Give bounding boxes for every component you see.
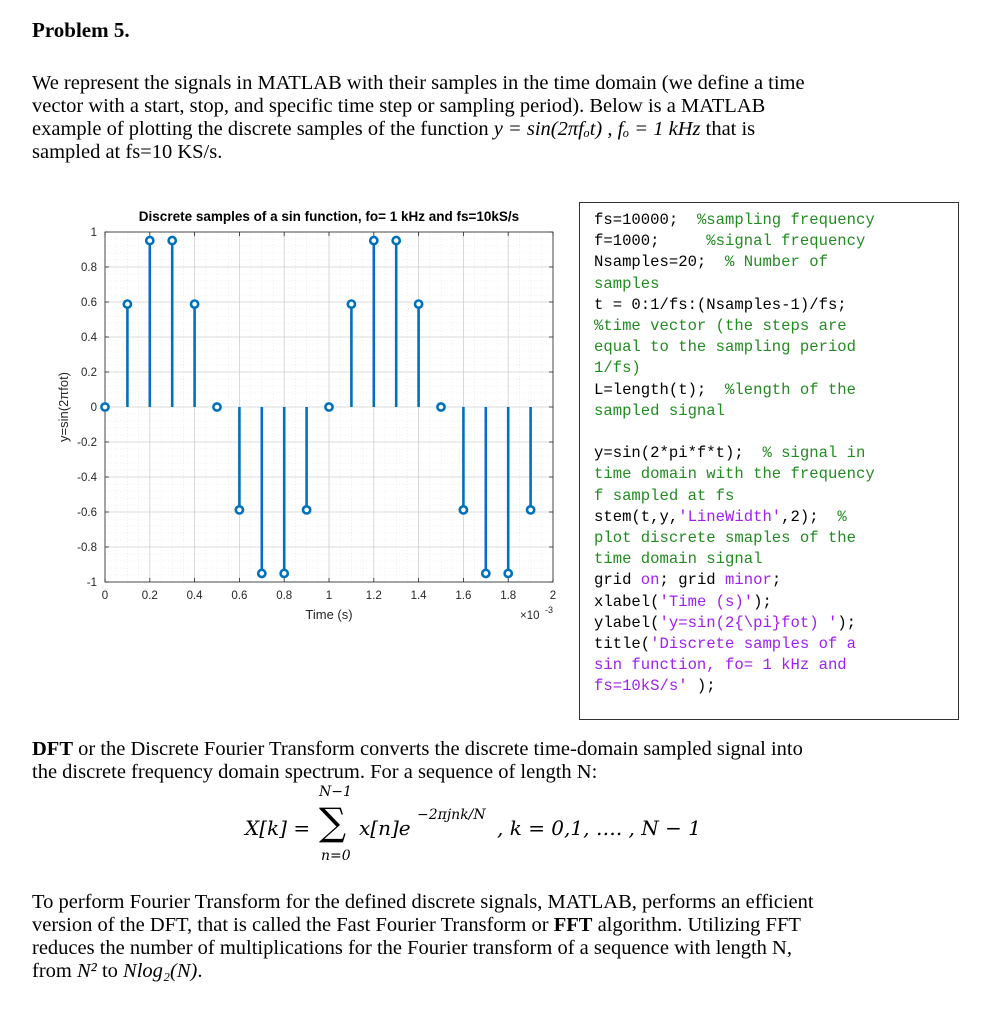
code-token: title( (594, 635, 651, 654)
y-tick-label: 0.4 (81, 332, 97, 344)
fft-text: . (197, 960, 203, 982)
stem-marker (348, 301, 355, 308)
code-token: %signal frequency (706, 232, 866, 251)
code-token: equal to the sampling period (594, 338, 857, 357)
stem-marker (281, 570, 288, 577)
code-token: y=sin(2*pi*f*t); (594, 444, 763, 463)
x-tick-label: 0.6 (231, 590, 248, 602)
code-token: sampled signal (594, 401, 726, 420)
x-tick-label: 1.4 (410, 590, 427, 602)
x-tick-label: 0.2 (141, 590, 158, 602)
y-tick-label: -0.2 (77, 437, 97, 449)
stem-plot (50, 200, 580, 640)
x-tick-label: 0.8 (276, 590, 293, 602)
stem-marker (437, 403, 444, 410)
y-tick-label: 0.2 (81, 367, 97, 379)
code-token: minor (725, 571, 772, 590)
code-line (594, 252, 958, 273)
code-token: ); (753, 592, 772, 611)
code-token: % signal in (762, 444, 866, 463)
stem-marker (124, 301, 131, 308)
code-token: fs=10000; (594, 211, 697, 229)
problem-heading: Problem 5. (32, 18, 130, 42)
x-axis-label: Time (s) (305, 607, 353, 622)
x-tick-label: 0 (101, 590, 109, 602)
sum-lower-limit: n=0 (321, 848, 351, 864)
code-line (594, 464, 958, 485)
dft-text: or the Discrete Fourier Transform converts the discrete time-domain sampled signal into (73, 738, 803, 760)
code-token: fs=10kS/s' (594, 677, 688, 696)
code-token: grid (594, 571, 641, 590)
code-line (594, 443, 958, 464)
stem-marker (460, 506, 467, 513)
code-token: L=length(t); (594, 380, 726, 399)
code-line (594, 507, 958, 528)
code-token: ; grid (659, 571, 726, 590)
code-line (594, 295, 958, 316)
intro-paragraph (32, 72, 805, 164)
code-token: t = 0:1/fs:(Nsamples-1)/fs; (594, 295, 847, 314)
sin-formula: y = sin(2πfₒt) , fₒ = 1 kHz (493, 118, 701, 140)
code-token: ); (687, 677, 716, 696)
fft-text: version of the DFT, that is called the Fast Fourier Transform or (32, 914, 554, 936)
code-token: time domain with the frequency (594, 465, 875, 484)
dft-paragraph (32, 738, 803, 784)
x-tick-label: 0.4 (186, 590, 203, 602)
code-line (594, 655, 958, 676)
code-token: 1/fs) (594, 359, 641, 378)
code-line (594, 210, 958, 231)
formula-body: x[n]e (359, 816, 411, 840)
code-token: sin function, fo= 1 kHz and (594, 656, 847, 675)
code-token: 'LineWidth' (678, 507, 782, 526)
code-line (594, 570, 958, 591)
y-tick-label: -0.6 (77, 507, 97, 519)
x-exponent-power: -3 (545, 605, 554, 615)
intro-text: that is (700, 118, 756, 140)
n-squared: N² (76, 960, 97, 982)
fft-text: to (96, 960, 124, 982)
code-token (594, 423, 603, 441)
dft-formula (245, 784, 725, 868)
fft-line (32, 914, 814, 937)
intro-line (32, 118, 805, 141)
code-line (594, 422, 958, 443)
stem-marker (370, 237, 377, 244)
y-tick-label: 1 (90, 227, 97, 239)
dft-line (32, 738, 803, 761)
code-line (594, 613, 958, 634)
code-token: f=1000; (594, 232, 707, 251)
code-line (594, 274, 958, 295)
sum-upper-limit: N−1 (319, 784, 352, 800)
y-axis-label: y=sin(2πfot) (56, 371, 71, 443)
x-tick-label: 1.2 (365, 590, 382, 602)
stem-marker (303, 506, 310, 513)
code-token: time domain signal (594, 550, 763, 569)
stem-marker (236, 506, 243, 513)
code-token: plot discrete smaples of the (594, 529, 857, 548)
code-line (594, 380, 958, 401)
formula-lhs: X[k] = (245, 816, 311, 840)
code-token: samples (594, 274, 660, 293)
stem-marker (146, 237, 153, 244)
nlog2n: Nlog₂(N) (123, 960, 198, 982)
code-line (594, 231, 958, 252)
fft-text: from (32, 960, 77, 982)
code-token: %length of the (725, 380, 857, 399)
code-token: ylabel( (594, 613, 660, 632)
x-tick-label: 1 (325, 590, 333, 602)
code-token: ; (771, 571, 782, 590)
stem-marker (527, 506, 534, 513)
fft-text: algorithm. Utilizing FFT (592, 914, 801, 936)
code-token: xlabel( (594, 592, 660, 611)
x-tick-label: 2 (549, 590, 557, 602)
stem-marker (258, 570, 265, 577)
code-line (594, 358, 958, 379)
code-token: 'Discrete samples of a (650, 635, 857, 654)
y-tick-label: 0.6 (81, 297, 97, 309)
intro-line: sampled at fs=10 KS/s. (32, 141, 223, 163)
formula-exponent: −2πjnk/N (417, 807, 486, 823)
stem-marker (325, 403, 332, 410)
intro-line: We represent the signals in MATLAB with their samples in the time domain (we define a time (32, 72, 805, 94)
sigma-symbol: ∑ (319, 800, 347, 844)
x-tick-label: 1.6 (455, 590, 472, 602)
code-line (594, 316, 958, 337)
stem-marker (169, 237, 176, 244)
y-tick-label: -0.8 (77, 542, 97, 554)
code-line (594, 549, 958, 570)
stem-marker (393, 237, 400, 244)
intro-text: example of plotting the discrete samples of the function (32, 118, 494, 140)
code-line (594, 401, 958, 422)
matlab-code-box (579, 202, 959, 720)
fft-line: To perform Fourier Transform for the defined discrete signals, MATLAB, performs an efficient (32, 891, 814, 913)
code-token: stem(t,y, (594, 507, 679, 526)
stem-marker (213, 403, 220, 410)
y-tick-label: -1 (86, 577, 97, 589)
code-line (594, 634, 958, 655)
dft-line: the discrete frequency domain spectrum. For a sequence of length N: (32, 761, 598, 783)
x-tick-label: 1.8 (500, 590, 517, 602)
code-line (594, 486, 958, 507)
code-token: ,2); (781, 507, 838, 526)
code-line (594, 528, 958, 549)
code-line (594, 592, 958, 613)
y-tick-label: 0.8 (81, 262, 97, 274)
fft-line: reduces the number of multiplications for the Fourier transform of a sequence with length N, (32, 937, 792, 959)
code-line (594, 337, 958, 358)
code-token: ); (837, 613, 857, 632)
code-token: 'y=sin(2{\pi}fot) ' (659, 613, 838, 632)
code-line (594, 676, 958, 697)
stem-marker (505, 570, 512, 577)
dft-bold: DFT (32, 738, 73, 760)
stem-marker (191, 301, 198, 308)
x-exponent-label: ×10 (520, 610, 540, 622)
code-token: on (640, 571, 660, 590)
stem-marker (101, 403, 108, 410)
chart-title: Discrete samples of a sin function, fo= 1 kHz and fs=10kS/s (138, 209, 520, 224)
stem-plot-svg (50, 200, 580, 640)
code-token: 'Time (s)' (659, 592, 754, 611)
code-token: % (837, 507, 847, 526)
code-token: Nsamples=20; (594, 253, 726, 272)
y-tick-label: -0.4 (77, 472, 97, 484)
y-tick-label: 0 (90, 402, 97, 414)
stem-marker (482, 570, 489, 577)
stem-marker (415, 301, 422, 308)
fft-paragraph (32, 891, 814, 983)
formula-range: , k = 0,1, …. , N − 1 (497, 816, 701, 840)
code-token: f sampled at fs (594, 486, 735, 505)
code-token: % Number of (725, 253, 828, 272)
fft-line (32, 960, 814, 983)
fft-bold: FFT (553, 914, 593, 936)
code-token: %time vector (the steps are (594, 317, 847, 336)
intro-line: vector with a start, stop, and specific time step or sampling period). Below is a MATLAB (32, 95, 766, 117)
code-token: %sampling frequency (696, 211, 875, 229)
